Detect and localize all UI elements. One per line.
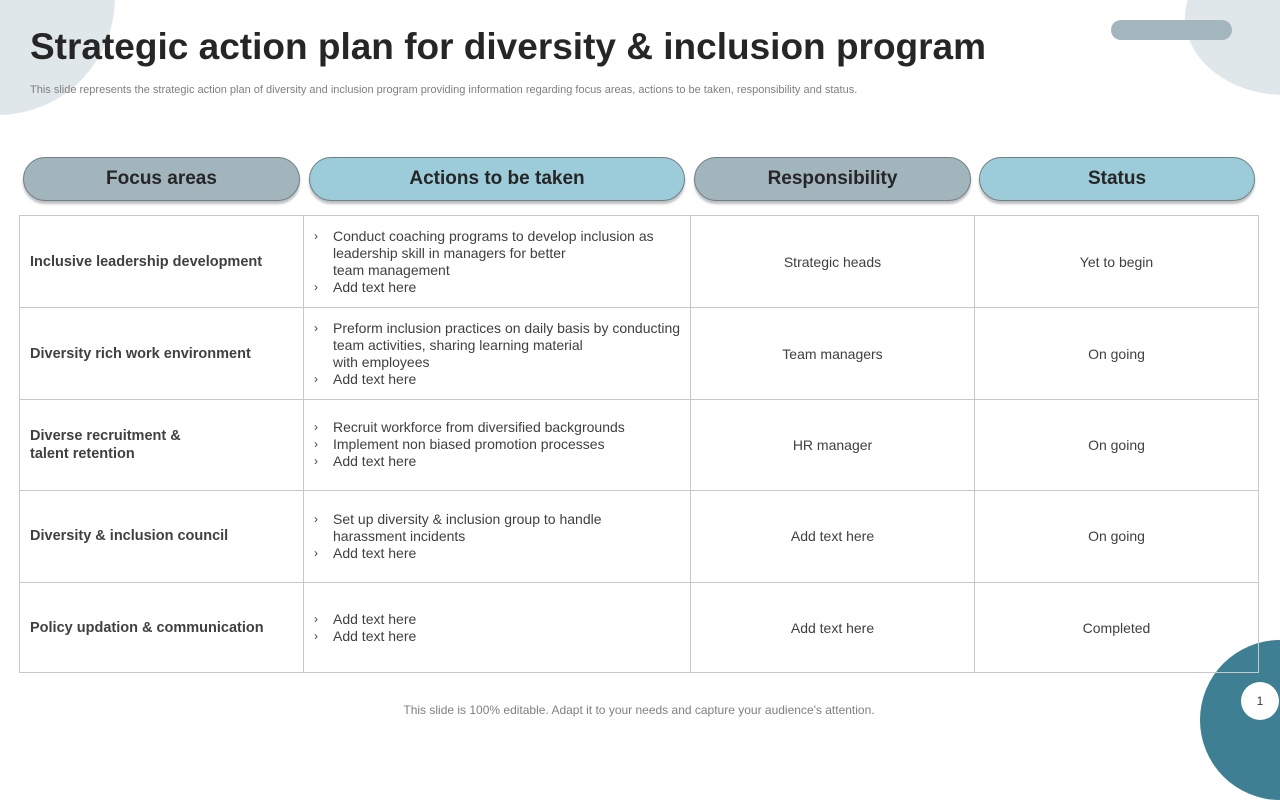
action-item: › Add text here: [314, 610, 417, 627]
chevron-right-icon: ›: [314, 228, 318, 243]
action-item: › Recruit workforce from diversified backgrounds: [314, 419, 625, 436]
chevron-right-icon: ›: [314, 420, 318, 435]
chevron-right-icon: ›: [314, 279, 318, 294]
actions-cell: [304, 400, 691, 490]
actions-list: [314, 511, 602, 562]
actions-list: [314, 228, 654, 296]
status-cell: Yet to begin: [1079, 253, 1154, 270]
action-plan-table: [19, 215, 1259, 673]
chevron-right-icon: ›: [314, 611, 318, 626]
chevron-right-icon: ›: [314, 545, 318, 560]
status-cell: Completed: [1082, 619, 1151, 636]
header-focus-areas: Focus areas: [23, 157, 300, 201]
responsibility-cell: Strategic heads: [691, 216, 975, 307]
responsibility-cell: Team managers: [691, 308, 975, 398]
chevron-right-icon: ›: [314, 371, 318, 386]
corner-circle-decoration: [1185, 0, 1280, 95]
footer-note: This slide is 100% editable. Adapt it to your needs and capture your audience's attention.: [403, 703, 875, 717]
actions-cell: [304, 216, 691, 307]
action-item: › Preform inclusion practices on daily basis by conducting team activities, sharing learning material with employees: [314, 319, 681, 370]
responsibility-cell: HR manager: [691, 400, 975, 490]
actions-cell: [304, 308, 691, 398]
page-number: 1: [1241, 682, 1279, 720]
action-item: › Add text here: [314, 627, 417, 644]
table-row: [20, 399, 1258, 490]
responsibility-cell: Add text here: [691, 583, 975, 673]
action-item: › Add text here: [314, 544, 417, 561]
chevron-right-icon: ›: [314, 320, 318, 335]
action-item: › Add text here: [314, 453, 417, 470]
action-item: › Add text here: [314, 370, 417, 387]
focus-area-cell: Inclusive leadership development: [20, 216, 304, 307]
header-status: Status: [979, 157, 1255, 201]
actions-list: [314, 611, 416, 645]
pill-decoration: [1111, 20, 1232, 40]
actions-list: [314, 320, 680, 388]
chevron-right-icon: ›: [314, 437, 318, 452]
chevron-right-icon: ›: [314, 511, 318, 526]
responsibility-cell: Add text here: [691, 491, 975, 581]
header-actions: Actions to be taken: [309, 157, 685, 201]
actions-cell: [304, 583, 691, 673]
actions-cell: [304, 491, 691, 581]
action-item: › Implement non biased promotion processes: [314, 436, 605, 453]
action-item: › Add text here: [314, 278, 417, 295]
table-row: [20, 216, 1258, 307]
header-responsibility: Responsibility: [694, 157, 971, 201]
table-row: [20, 307, 1258, 398]
focus-area-cell: Diversity & inclusion council: [20, 491, 304, 581]
slide-subtitle: This slide represents the strategic action plan of diversity and inclusion program providing information regarding focus areas, actions to be taken, responsibility and status.: [30, 84, 858, 96]
slide-title: Strategic action plan for diversity & inclusion program: [30, 26, 987, 67]
focus-area-cell: Diversity rich work environment: [20, 308, 304, 398]
chevron-right-icon: ›: [314, 454, 318, 469]
action-item: › Conduct coaching programs to develop inclusion as leadership skill in managers for better team management: [314, 227, 654, 278]
status-cell: On going: [1088, 345, 1145, 362]
table-row: [20, 582, 1258, 673]
table-row: [20, 490, 1258, 581]
focus-area-cell: Policy updation & communication: [20, 583, 304, 673]
status-cell: On going: [1088, 528, 1145, 545]
focus-area-cell: Diverse recruitment & talent retention: [20, 400, 304, 490]
actions-list: [314, 419, 625, 470]
action-item: › Set up diversity & inclusion group to handle harassment incidents: [314, 510, 602, 544]
chevron-right-icon: ›: [314, 628, 318, 643]
status-cell: On going: [1088, 436, 1145, 453]
